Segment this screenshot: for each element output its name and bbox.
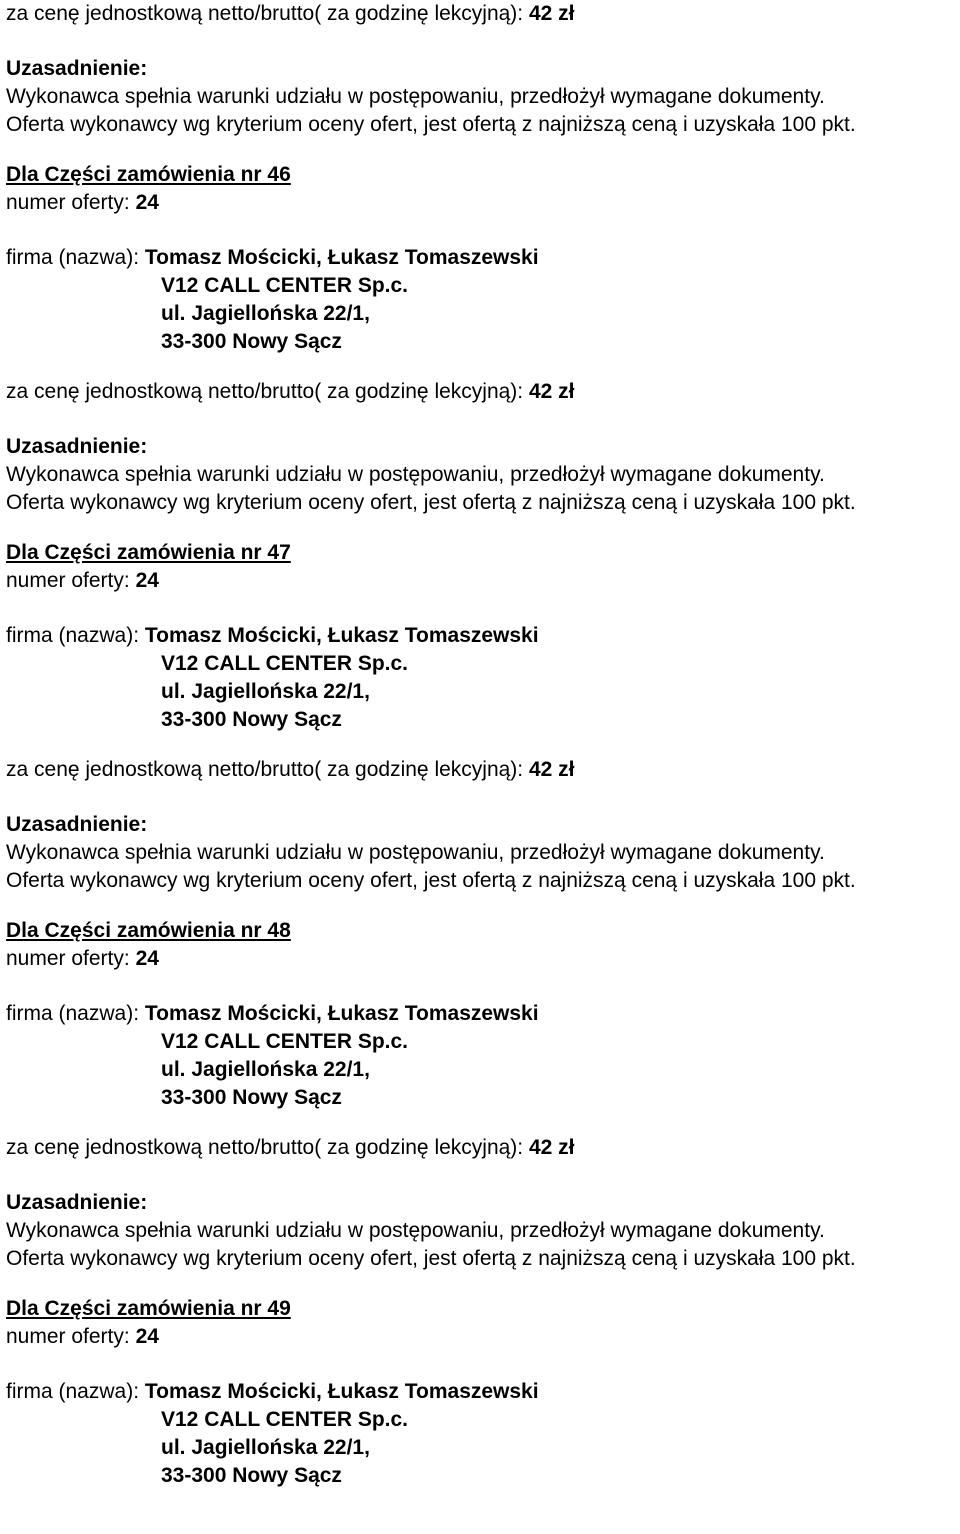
city-address: 33-300 Nowy Sącz — [161, 1464, 342, 1487]
reason-line: Oferta wykonawcy wg kryterium oceny ofert, jest ofertą z najniższą ceną i uzyskała 100 pkt. — [6, 491, 856, 514]
offer-number-line — [6, 945, 956, 973]
part-section — [6, 517, 956, 895]
firm-line — [6, 1378, 956, 1406]
firm-name: Tomasz Mościcki, Łukasz Tomaszewski — [144, 246, 539, 269]
price-value: 42 zł — [528, 1136, 575, 1159]
firm-name: Tomasz Mościcki, Łukasz Tomaszewski — [144, 624, 539, 647]
part-heading: Dla Części zamówienia nr 49 — [6, 1297, 291, 1320]
price-label: za cenę jednostkową netto/brutto( za godzinę lekcyjną): — [6, 380, 524, 403]
firm-line — [6, 244, 956, 272]
part-heading: Dla Części zamówienia nr 47 — [6, 541, 291, 564]
firm-label: firma (nazwa): — [6, 624, 140, 647]
reason-line: Oferta wykonawcy wg kryterium oceny ofert, jest ofertą z najniższą ceną i uzyskała 100 pkt. — [6, 1247, 856, 1270]
part-section — [6, 895, 956, 1273]
firm-label: firma (nazwa): — [6, 1002, 140, 1025]
street-address: ul. Jagiellońska 22/1, — [161, 680, 370, 703]
city-address: 33-300 Nowy Sącz — [161, 330, 342, 353]
offer-label: numer oferty: — [6, 947, 130, 970]
reason-label: Uzasadnienie: — [6, 57, 148, 80]
part-heading: Dla Części zamówienia nr 46 — [6, 163, 291, 186]
offer-number-line — [6, 189, 956, 217]
company-name: V12 CALL CENTER Sp.c. — [161, 652, 408, 675]
offer-number: 24 — [135, 947, 159, 970]
part-section — [6, 1273, 956, 1490]
firm-line — [6, 1000, 956, 1028]
reason-label: Uzasadnienie: — [6, 813, 148, 836]
price-label: za cenę jednostkową netto/brutto( za godzinę lekcyjną): — [6, 2, 524, 25]
offer-number-line — [6, 1323, 956, 1351]
firm-line — [6, 622, 956, 650]
reason-line: Wykonawca spełnia warunki udziału w postępowaniu, przedłożył wymagane dokumenty. — [6, 463, 825, 486]
price-value: 42 zł — [528, 380, 575, 403]
price-label: za cenę jednostkową netto/brutto( za godzinę lekcyjną): — [6, 1136, 524, 1159]
price-line — [6, 0, 956, 28]
reason-line: Wykonawca spełnia warunki udziału w postępowaniu, przedłożył wymagane dokumenty. — [6, 841, 825, 864]
reason-line: Wykonawca spełnia warunki udziału w postępowaniu, przedłożył wymagane dokumenty. — [6, 1219, 825, 1242]
firm-name: Tomasz Mościcki, Łukasz Tomaszewski — [144, 1380, 539, 1403]
reason-line: Wykonawca spełnia warunki udziału w postępowaniu, przedłożył wymagane dokumenty. — [6, 85, 825, 108]
reason-line: Oferta wykonawcy wg kryterium oceny ofert, jest ofertą z najniższą ceną i uzyskała 100 pkt. — [6, 113, 856, 136]
price-line — [6, 756, 956, 784]
offer-label: numer oferty: — [6, 191, 130, 214]
city-address: 33-300 Nowy Sącz — [161, 708, 342, 731]
street-address: ul. Jagiellońska 22/1, — [161, 1058, 370, 1081]
price-value: 42 zł — [528, 2, 575, 25]
offer-number: 24 — [135, 1325, 159, 1348]
document — [6, 0, 956, 1490]
street-address: ul. Jagiellońska 22/1, — [161, 302, 370, 325]
part-heading: Dla Części zamówienia nr 48 — [6, 919, 291, 942]
price-line — [6, 378, 956, 406]
firm-name: Tomasz Mościcki, Łukasz Tomaszewski — [144, 1002, 539, 1025]
offer-number-line — [6, 567, 956, 595]
firm-label: firma (nazwa): — [6, 246, 140, 269]
reason-label: Uzasadnienie: — [6, 435, 148, 458]
part-section — [6, 139, 956, 517]
offer-number: 24 — [135, 569, 159, 592]
company-name: V12 CALL CENTER Sp.c. — [161, 274, 408, 297]
company-name: V12 CALL CENTER Sp.c. — [161, 1030, 408, 1053]
offer-number: 24 — [135, 191, 159, 214]
offer-label: numer oferty: — [6, 1325, 130, 1348]
price-line — [6, 1134, 956, 1162]
street-address: ul. Jagiellońska 22/1, — [161, 1436, 370, 1459]
company-name: V12 CALL CENTER Sp.c. — [161, 1408, 408, 1431]
city-address: 33-300 Nowy Sącz — [161, 1086, 342, 1109]
reason-label: Uzasadnienie: — [6, 1191, 148, 1214]
offer-label: numer oferty: — [6, 569, 130, 592]
reason-line: Oferta wykonawcy wg kryterium oceny ofert, jest ofertą z najniższą ceną i uzyskała 100 pkt. — [6, 869, 856, 892]
price-value: 42 zł — [528, 758, 575, 781]
price-label: za cenę jednostkową netto/brutto( za godzinę lekcyjną): — [6, 758, 524, 781]
firm-label: firma (nazwa): — [6, 1380, 140, 1403]
